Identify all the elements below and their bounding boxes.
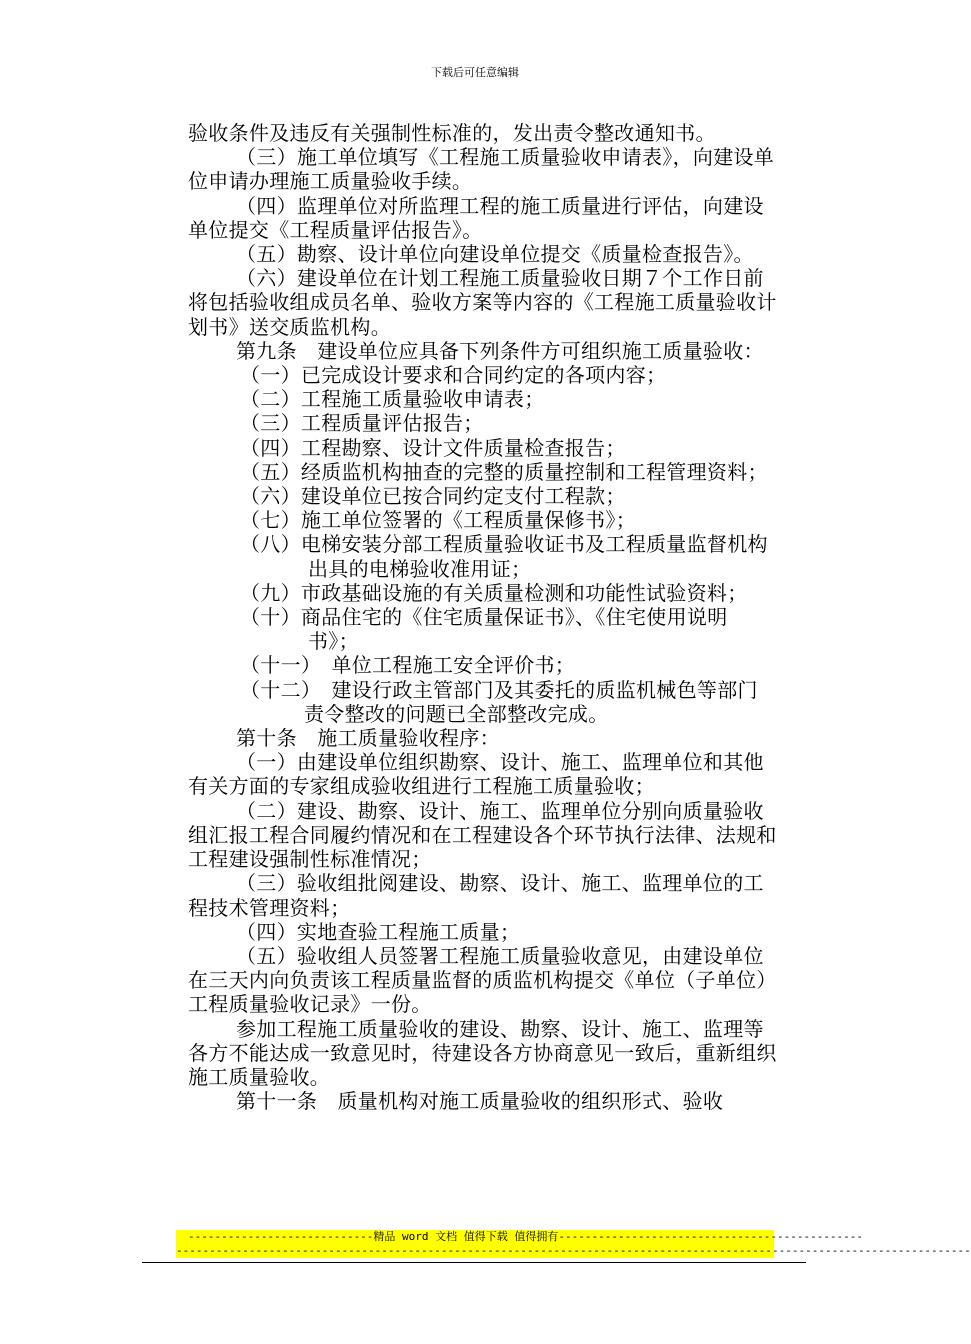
page-header-note: 下载后可任意编辑 (431, 66, 519, 79)
list-item: （四）工程勘察、设计文件质量检查报告； (240, 435, 626, 460)
paragraph: （六）建设单位在计划工程施工质量验收日期７个工作日前将包括验收组成员名单、验收方案等内容的《工程施工质量验收计划书》送交质监机构。 (188, 266, 777, 339)
article-heading: 第十一条 质量机构对施工质量验收的组织形式、验收 (236, 1089, 724, 1114)
paragraph: （四）实地查验工程施工质量； (236, 919, 521, 944)
list-item: （八）电梯安装分部工程质量验收证书及工程质量监督机构出具的电梯验收准用证； (240, 532, 768, 581)
list-item: （九）市政基础设施的有关质量检测和功能性试验资料； (240, 580, 748, 605)
footer-banner-text: ----------------------------精品 word 文档 值得下载 值得拥有---------------------------------------------- (188, 1230, 864, 1243)
list-item: （七）施工单位签署的《工程质量保修书》； (240, 508, 636, 533)
article-heading: 第十条 施工质量验收程序： (236, 726, 500, 751)
list-item: （三）工程质量评估报告； (240, 411, 484, 436)
list-item: （二）工程施工质量验收申请表； (240, 387, 545, 412)
list-item: （一）已完成设计要求和合同约定的各项内容； (240, 363, 667, 388)
list-item: （六）建设单位已按合同约定支付工程款； (240, 484, 626, 509)
list-item: （十二） 建设行政主管部门及其委托的质监机械色等部门责令整改的问题已全部整改完成。 (240, 677, 758, 726)
document-body (188, 121, 778, 1113)
list-item: （十一） 单位工程施工安全评价书； (240, 653, 576, 678)
paragraph: （四）监理单位对所监理工程的施工质量进行评估，向建设单位提交《工程质量评估报告》。 (188, 193, 764, 242)
paragraph: （一）由建设单位组织勘察、设计、施工、监理单位和其他有关方面的专家组成验收组进行工程施工质量验收； (188, 750, 764, 799)
paragraph: 参加工程施工质量验收的建设、勘察、设计、施工、监理等各方不能达成一致意见时，待建设各方协商意见一致后，重新组织施工质量验收。 (188, 1016, 777, 1089)
paragraph: （五）勘察、设计单位向建设单位提交《质量检查报告》。 (236, 242, 754, 267)
list-item: （五）经质监机构抽查的完整的质量控制和工程管理资料； (240, 459, 768, 484)
footer-banner-dashes: ------------------------------------------------------------------------------------------------------------------------ (176, 1244, 971, 1257)
paragraph: 验收条件及违反有关强制性标准的，发出责令整改通知书。 (188, 121, 716, 145)
list-item: （十）商品住宅的《住宅质量保证书》、《住宅使用说明书》； (240, 605, 728, 654)
paragraph: （三）验收组批阅建设、勘察、设计、施工、监理单位的工程技术管理资料； (188, 871, 764, 920)
paragraph: （五）验收组人员签署工程施工质量验收意见，由建设单位在三天内向负责该工程质量监督的质监机构提交《单位（子单位）工程质量验收记录》一份。 (188, 943, 777, 1017)
footer-banner (176, 1230, 971, 1258)
paragraph: （三）施工单位填写《工程施工质量验收申请表》，向建设单位申请办理施工质量验收手续。 (188, 145, 775, 194)
paragraph: （二）建设、勘察、设计、施工、监理单位分别向质量验收组汇报工程合同履约情况和在工程建设各个环节执行法律、法规和工程建设强制性标准情况； (188, 798, 777, 872)
article-heading: 第九条 建设单位应具备下列条件方可组织施工质量验收： (236, 338, 764, 363)
footer-divider (142, 1262, 806, 1263)
